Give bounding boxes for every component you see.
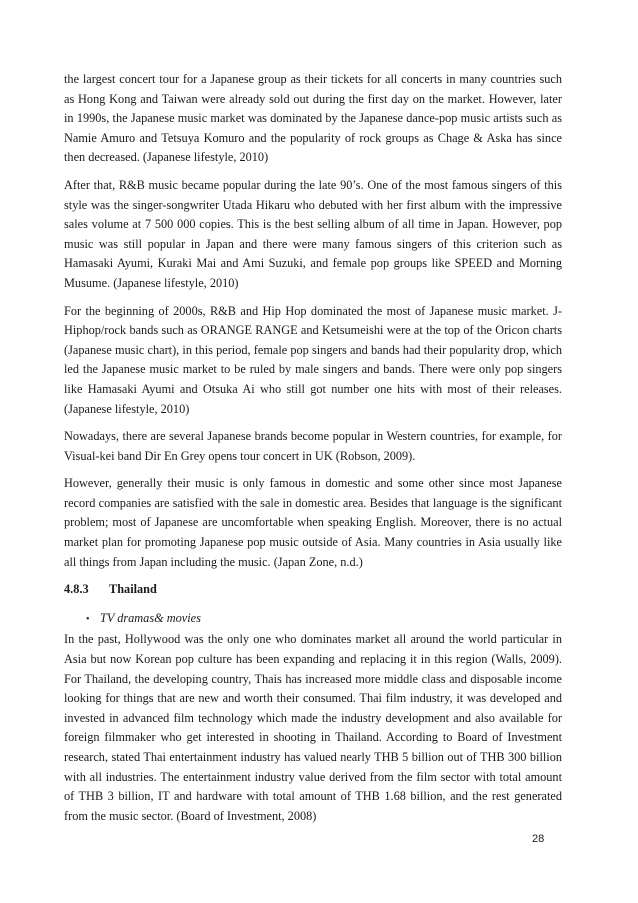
bullet-text: TV dramas& movies — [100, 610, 201, 625]
paragraph-thailand-film: In the past, Hollywood was the only one who dominates market all around the world particular in Asia but now Korean pop culture has been expanding and replacing it in this region (Walls, 2009). For Thailand, the developing country, Thais has increased more middle class and disposable income looking for things that are new and worth their consumed. Thai film industry, it was developed and invested in advanced film technology which made the industry development and also available for foreign filmmaker who get interested in shooting in Thailand. According to Board of Investment research, stated Thai entertainment industry has valued nearly THB 5 billion out of THB 300 billion with all industries. The entertainment industry value derived from the film sector with total amount of THB 3 billion, IT and hardware with total amount of THB 1.68 billion, and the rest generated from the music sector. (Board of Investment, 2008) — [64, 632, 562, 823]
bullet-icon: • — [86, 613, 90, 625]
bullet-item-tv-dramas — [64, 609, 562, 630]
paragraph-japan-1990s: the largest concert tour for a Japanese group as their tickets for all concerts in many countries such as Hong Kong and Taiwan were already sold out during the first day on the market. However, later in 1990s, the Japanese music market was dominated by the Japanese dance-pop music artists such as Namie Amuro and Tetsuya Komuro and the popularity of rock groups as Chage & Aska has since then decreased. (Japanese lifestyle, 2010) — [64, 72, 562, 165]
section-heading-thailand — [64, 580, 562, 600]
section-number: 4.8.3 — [64, 582, 89, 597]
document-page — [64, 70, 562, 834]
paragraph-2000s: For the beginning of 2000s, R&B and Hip Hop dominated the most of Japanese music market. J-Hiphop/rock bands such as ORANGE RANGE and Ketsumeishi were at the top of the Oricon charts (Japanese music chart), in this period, female pop singers and bands had their popularity drop, which led the Japanese music market to be ruled by male singers and bands. There were only pop singers like Hamasaki Ayumi and Otsuka Ai who still got number one hits with most of their releases. (Japanese lifestyle, 2010) — [64, 303, 562, 416]
paragraph-domestic-market: However, generally their music is only famous in domestic and some other since most Japanese record companies are satisfied with the sale in domestic area. Besides that language is the significant problem; most of Japanese are uncomfortable when speaking English. Moreover, there is no actual market plan for promoting Japanese pop music outside of Asia. Many countries in Asia usually like all things from Japan including the music. (Japan Zone, n.d.) — [64, 476, 562, 569]
paragraph-nowadays: Nowadays, there are several Japanese brands become popular in Western countries, for example, for Visual-kei band Dir En Grey opens tour concert in UK (Robson, 2009). — [64, 429, 562, 463]
page-number: 28 — [532, 833, 545, 845]
section-title: Thailand — [109, 582, 157, 597]
paragraph-rnb-late-90s: After that, R&B music became popular during the late 90’s. One of the most famous singers of this style was the singer-songwriter Utada Hikaru who debuted with her first album with the impressive sales volume at 7 500 000 copies. This is the best selling album of all time in Japan. However, pop music was still popular in Japan and there were many famous singers of this criterion such as Hamasaki Ayumi, Kuraki Mai and Ami Suzuki, and female pop groups like SPEED and Morning Musume. (Japanese lifestyle, 2010) — [64, 177, 562, 290]
